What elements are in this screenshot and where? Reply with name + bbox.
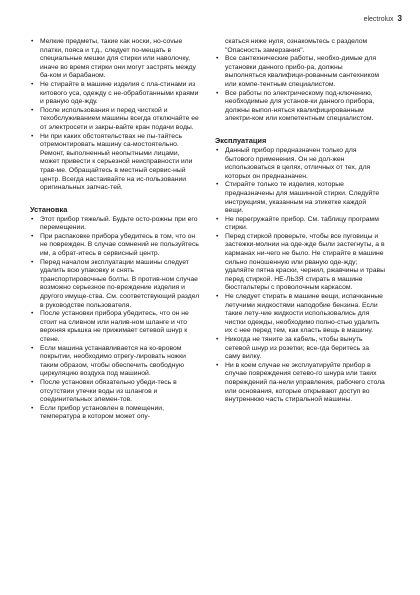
list-item: • Все сантехнические работы, необхо-димые для установки данного прибо-ра, должны выполняться квалифици-рованным сантехником или компе-тентным специалистом. [215, 55, 385, 89]
list-item: • Если прибор установлен в помещении, температура в котором может опу- [30, 405, 200, 422]
list-item: • После установки прибора убедитесь, что он не стоит на сливном или налив-ном шланге и что верхняя крышка не прижимает сетевой шнур к стене. [30, 310, 200, 344]
page-number: 3 [397, 14, 402, 23]
list-item: • Все работы по электрическому под-ключению, необходимые для установ-ки данного прибора, должны выпол-няться квалифицированным электри-ком или компетентным специалистом. [215, 90, 385, 124]
installation-list-continued [215, 38, 385, 124]
list-item: • Если машина устанавливается на ко-вровом покрытии, необходимо отрегу-лировать ножки таким образом, чтобы обеспечить свободную циркуляцию воздуха под машиной. [30, 345, 200, 379]
list-item: • Данный прибор предназначен только для бытового применения. Он не дол-жен использоваться в целях, отличных от тех, для которых он предназначен. [215, 147, 385, 181]
list-item: • Перед стиркой проверьте, чтобы все пуговицы и застежки-молнии на оде-жде были застегнуты, а в карманах ни-чего не было. Не стирайте в машине сильно поношенную или рваную оде-жду; удаляйте пятна краски, чернил, ржавчины и травы перед стиркой. НЕ-ЛЬЗЯ стирать в машине бюстгальтеры с проволочным каркасом. [215, 233, 385, 293]
list-item: • Ни в коем случае не эксплуатируйте прибор в случае повреждения сетево-го шнура или таких повреждений па-нели управления, рабочего стола или основания, которые открывают доступ во внутреннюю часть стиральной машины. [215, 362, 385, 405]
list-item: • После использования и перед чисткой и техобслуживанием машины всегда отключайте ее от электросети и закры-вайте кран подачи воды. [30, 107, 200, 133]
usage-list [215, 147, 385, 405]
list-item: • Не следует стирать в машине вещи, испачканные летучими жидкостями наподобие бензина. Если такие лету-чие жидкости использовались для чистки одежды, необходимо полно-стью удалить их с нее перед тем, как класть вещь в машину. [215, 293, 385, 336]
safety-list [30, 38, 200, 193]
list-item: • Не перегружайте прибор. См. таблицу программ стирки. [215, 216, 385, 233]
list-item-continuation: скаться ниже нуля, ознакомьтесь с разделом "Опасность замерзания". [225, 38, 368, 54]
list-item: • Не стирайте в машине изделия с пла-стинами из китового уса, одежду с не-обработанными краями и рваную оде-жду. [30, 81, 200, 107]
list-item: • Мелкие предметы, такие как носки, но-сovые платки, пояса и т.д., следует по-мещать в специальные мешки для стирки или наволочку, иначе во время стирки они могут застрять между ба-ком и барабаном. [30, 38, 200, 81]
left-column [30, 38, 200, 422]
list-item: • После установки обязательно убеди-тесь в отсутствии утечки воды из шлангов и соединительных элемен-тов. [30, 379, 200, 405]
list-item: • Перед началом эксплуатации машины следует удалить всю упаковку и снять транспортировочные болты. В против-ном случае возможно серьезное по-вреждение изделия и другого имуще-ства. См. соответствующий раздел в руководстве пользователя. [30, 259, 200, 311]
right-column [215, 38, 385, 405]
brand-name: electrolux [363, 16, 394, 23]
section-title-installation: Установка [30, 204, 68, 214]
list-item: • Стирайте только те изделия, которые предназначены для машинной стирки. Следуйте инструкциям, указанным на этикетке каждой вещи. [215, 181, 385, 215]
list-item: • Этот прибор тяжелый. Будьте осто-рожны при его перемещении. [30, 216, 200, 233]
page-header [364, 14, 402, 23]
list-item: • Ни при каких обстоятельствах не пы-тайтесь отремонтировать машину са-мостоятельно. Ремонт, выполненный неопытными лицами, может привести к серьезной неисправности или трав-ме. Обращайтесь в местный сервис-ный центр. Всегда настаивайте на ис-пользовании оригинальных запчас-тей. [30, 133, 200, 193]
list-item: • Никогда не тяните за кабель, чтобы вынуть сетевой шнур из розетки; все-гда беритесь за саму вилку. [215, 336, 385, 362]
list-item: • При распаковке прибора убедитесь в том, что он не поврежден. В случае сомнений не пользуйтесь им, а обрат-итесь в сервисный центр. [30, 233, 200, 259]
section-title-usage: Эксплуатация [215, 135, 267, 145]
installation-list [30, 216, 200, 422]
